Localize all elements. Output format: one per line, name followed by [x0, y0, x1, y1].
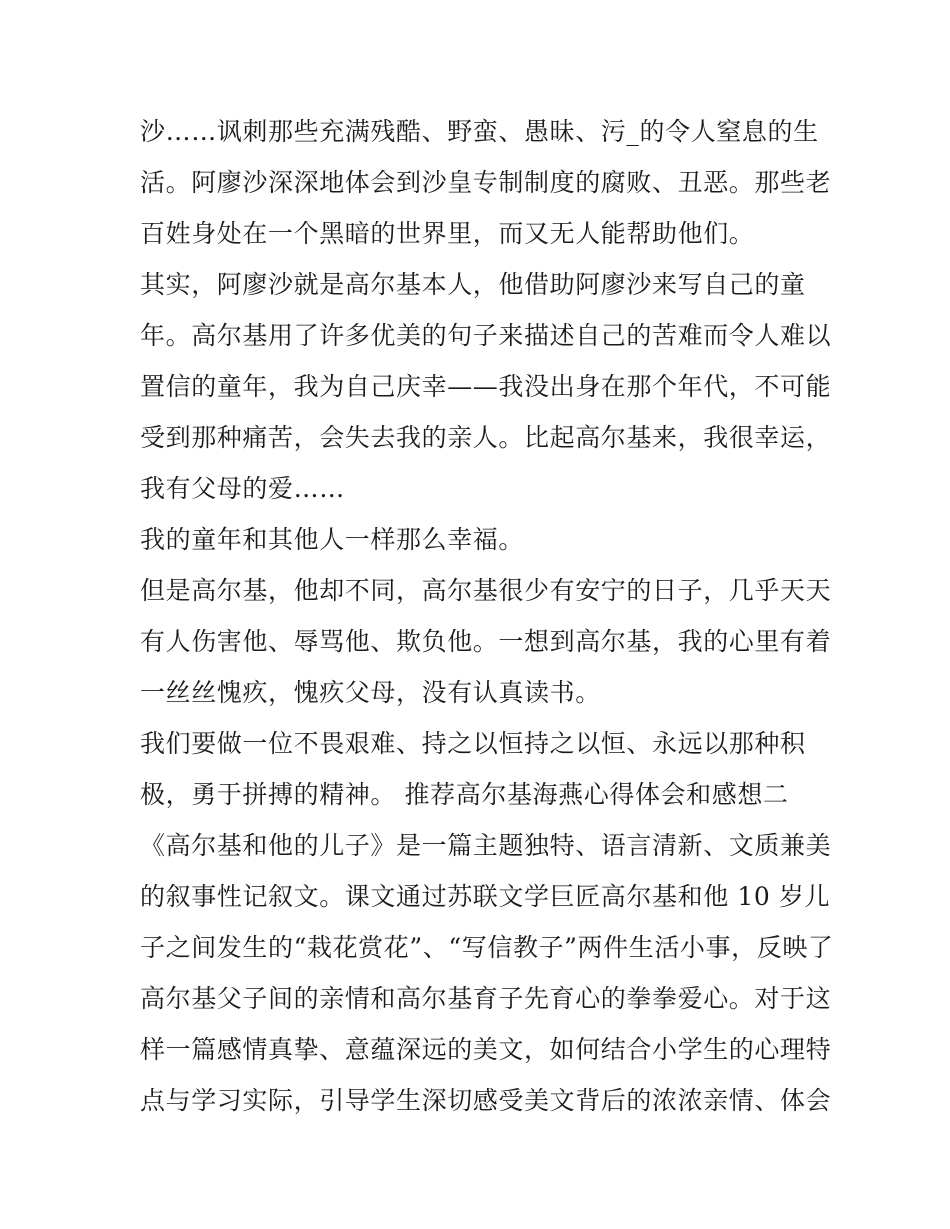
body-text [140, 106, 834, 1126]
text-line: 其实，阿廖沙就是高尔基本人，他借助阿廖沙来写自己的童 [140, 270, 806, 299]
text-line: 沙……讽刺那些充满残酷、野蛮、愚昧、污_的令人窒息的生 [140, 117, 819, 146]
text-line: 年。高尔基用了许多优美的句子来描述自己的苦难而令人难以 [140, 321, 832, 350]
text-line: 极，勇于拼搏的精神。 推荐高尔基海燕心得体会和感想二 [140, 780, 789, 809]
text-line: 一丝丝愧疚，愧疚父母，没有认真读书。 [140, 678, 601, 707]
text-line: 我们要做一位不畏艰难、持之以恒持之以恒、永远以那种积 [140, 729, 806, 758]
text-line: 点与学习实际，引导学生深切感受美文背后的浓浓亲情、体会 [140, 1086, 832, 1115]
text-line: 高尔基父子间的亲情和高尔基育子先育心的拳拳爱心。对于这 [140, 984, 832, 1013]
text-line: 有人伤害他、辱骂他、欺负他。一想到高尔基，我的心里有着 [140, 627, 832, 656]
text-line: 我的童年和其他人一样那么幸福。 [140, 525, 525, 554]
text-line: 样一篇感情真挚、意蕴深远的美文，如何结合小学生的心理特 [140, 1035, 832, 1064]
text-line: 的叙事性记叙文。课文通过苏联文学巨匠高尔基和他 10 岁儿 [140, 882, 831, 911]
text-line: 我有父母的爱…… [140, 474, 345, 503]
text-line: 百姓身处在一个黑暗的世界里，而又无人能帮助他们。 [140, 219, 755, 248]
text-line: 子之间发生的“栽花赏花”、“写信教子”两件生活小事，反映了 [140, 933, 834, 962]
text-line: 但是高尔基，他却不同，高尔基很少有安宁的日子，几乎天天 [140, 576, 832, 605]
text-line: 《高尔基和他的儿子》是一篇主题独特、语言清新、文质兼美 [140, 831, 832, 860]
text-line: 活。阿廖沙深深地体会到沙皇专制制度的腐败、丑恶。那些老 [140, 168, 832, 197]
text-line: 置信的童年，我为自己庆幸——我没出身在那个年代，不可能 [140, 372, 832, 401]
text-line: 受到那种痛苦，会失去我的亲人。比起高尔基来，我很幸运， [140, 423, 832, 452]
